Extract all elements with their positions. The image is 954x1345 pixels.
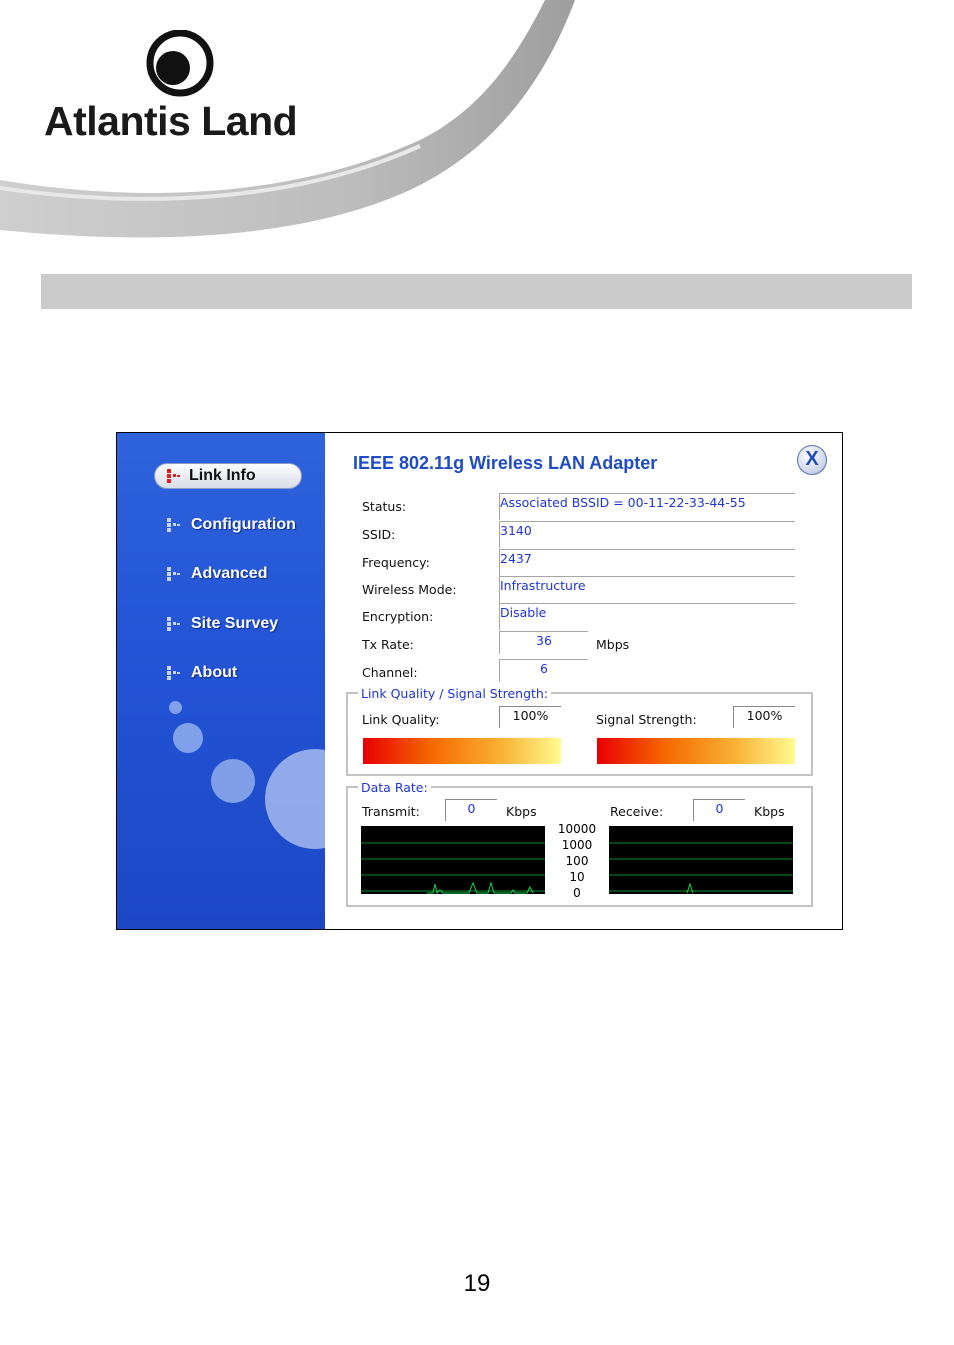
nav-label: Site Survey <box>191 615 279 632</box>
utility-window <box>116 432 843 930</box>
bullet-icon <box>167 517 181 533</box>
channel-field <box>499 659 588 682</box>
ssid-label: SSID: <box>362 527 396 542</box>
scale-label: 10000 <box>557 822 597 836</box>
nav-label: About <box>191 664 238 681</box>
link-quality-label: Link Quality: <box>362 712 440 727</box>
bullet-icon <box>167 566 181 582</box>
tx-rate-value: 36 <box>536 633 552 648</box>
nav-label: Advanced <box>191 565 268 582</box>
receive-unit: Kbps <box>754 804 785 819</box>
scale-label: 0 <box>573 886 581 900</box>
link-quality-bar <box>363 738 561 764</box>
scale-label: 1000 <box>561 838 593 852</box>
wireless-mode-field <box>499 576 795 603</box>
bullet-icon <box>167 665 181 681</box>
data-rate-legend: Data Rate: <box>358 780 431 795</box>
tx-rate-unit: Mbps <box>596 637 630 652</box>
window-title: IEEE 802.11g Wireless LAN Adapter <box>353 453 658 473</box>
bullet-icon <box>167 616 181 632</box>
receive-label: Receive: <box>610 804 664 819</box>
transmit-value: 0 <box>445 799 497 821</box>
encryption-value: Disable <box>500 605 547 620</box>
sidebar <box>117 433 325 929</box>
frequency-value: 2437 <box>500 551 532 566</box>
receive-graph <box>609 826 793 894</box>
signal-strength-value: 100% <box>733 706 795 728</box>
decorative-bubble <box>173 723 203 753</box>
status-field <box>499 493 795 520</box>
tx-rate-field <box>499 631 588 654</box>
nav-about[interactable] <box>167 660 237 686</box>
section-header-bar <box>41 274 912 309</box>
ssid-value: 3140 <box>500 523 532 538</box>
link-quality-value: 100% <box>499 706 561 728</box>
page-number: 19 <box>463 1270 491 1297</box>
nav-link-info[interactable] <box>154 463 302 489</box>
channel-value: 6 <box>540 661 548 676</box>
main-panel <box>325 433 842 929</box>
decorative-bubble <box>265 749 325 849</box>
brand-name: Atlantis Land <box>44 98 298 144</box>
tx-rate-label: Tx Rate: <box>362 637 414 652</box>
link-quality-legend: Link Quality / Signal Strength: <box>358 686 551 701</box>
transmit-graph <box>361 826 545 894</box>
nav-label: Configuration <box>191 516 296 533</box>
ssid-field <box>499 521 795 548</box>
scale-label: 100 <box>565 854 589 868</box>
frequency-label: Frequency: <box>362 555 430 570</box>
frequency-field <box>499 549 795 576</box>
status-value: Associated BSSID = 00-11-22-33-44-55 <box>500 495 746 510</box>
nav-configuration[interactable] <box>167 512 296 538</box>
decorative-bubble <box>211 759 255 803</box>
wireless-mode-label: Wireless Mode: <box>362 582 457 597</box>
signal-strength-bar <box>597 738 795 764</box>
encryption-field <box>499 603 795 630</box>
decorative-bubble <box>169 701 182 714</box>
transmit-label: Transmit: <box>362 804 420 819</box>
nav-site-survey[interactable] <box>167 611 278 637</box>
channel-label: Channel: <box>362 665 418 680</box>
scale-label: 10 <box>569 870 585 884</box>
signal-strength-label: Signal Strength: <box>596 712 697 727</box>
status-label: Status: <box>362 499 407 514</box>
nav-label: Link Info <box>189 467 256 484</box>
receive-value: 0 <box>693 799 745 821</box>
wireless-mode-value: Infrastructure <box>500 578 586 593</box>
nav-advanced[interactable] <box>167 561 267 587</box>
close-button[interactable]: X <box>797 445 827 475</box>
encryption-label: Encryption: <box>362 609 434 624</box>
transmit-unit: Kbps <box>506 804 537 819</box>
bullet-icon <box>167 468 181 484</box>
